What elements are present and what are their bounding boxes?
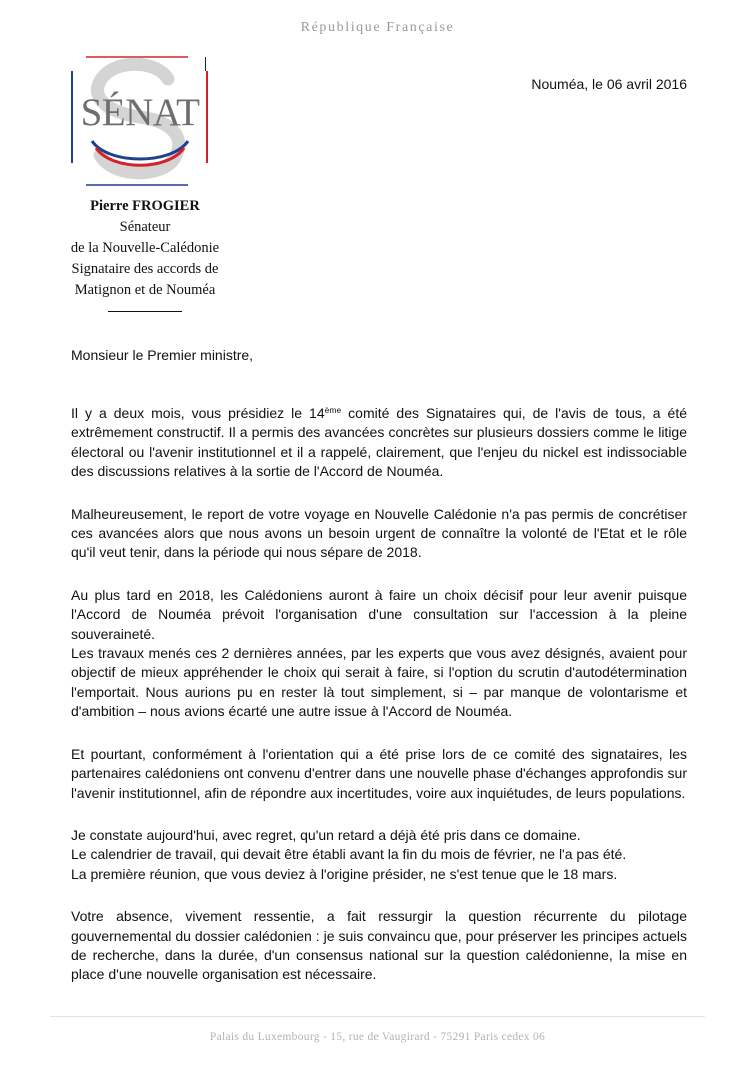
paragraph-5-line: Je constate aujourd'hui, avec regret, qu'un retard a déjà été pris dans ce domaine. (71, 826, 581, 843)
sender-line: Signataire des accords de (71, 261, 219, 277)
paragraph-1: Il y a deux mois, vous présidiez le 14ème comité des Signataires qui, de l'avis de tous, a été extrêmement constructif. Il a permis des avancées concrètes sur plusieurs dossiers comme le litige électoral ou l'avenir institutionnel et il a rappelé, clairement, que l'enjeu du nickel est indissociable des discussions relatives à la sortie de l'Accord de Nouméa. (71, 405, 687, 480)
paragraph-5-line: La première réunion, que vous deviez à l'origine présider, ne s'est tenue que le 18 mars. (71, 865, 618, 882)
paragraph-2: Malheureusement, le report de votre voyage en Nouvelle Calédonie n'a pas permis de concrétiser ces avancées alors que nous avons un besoin urgent de connaître la volonté de l'Etat et le rôle qu'il veut tenir, dans la période qui nous sépare de 2018. (71, 505, 687, 561)
date-line: Nouméa, le 06 avril 2016 (531, 76, 687, 92)
paragraph-3a: Au plus tard en 2018, les Calédoniens auront à faire un choix décisif pour leur avenir puisque l'Accord de Nouméa prévoit l'organisation d'une consultation sur l'accession à la pleine souveraineté. (71, 586, 687, 642)
sender-name: Pierre FROGIER (90, 198, 200, 214)
sender-line: Matignon et de Nouméa (74, 282, 216, 298)
paragraph-4: Et pourtant, conformément à l'orientation qui a été prise lors de ce comité des signataires, les partenaires calédoniens ont convenu d'entrer dans une nouvelle phase d'échanges approfondis sur l'avenir institutionnel, afin de répondre aux incertitudes, voire aux inquiétudes, de leurs populations. (71, 745, 687, 801)
senat-logo (70, 55, 210, 190)
paragraph-3b: Les travaux menés ces 2 dernières années, par les experts que vous avez désignés, avaient pour objectif de mieux appréhender le choix qui serait à faire, si l'option du scrutin d'autodétermination l'emportait. Nous aurions pu en rester là tout simplement, si – par manque de volontarisme et d'ambition – nous avions écarté une autre issue à l'Accord de Nouméa. (71, 645, 687, 720)
sender-line: de la Nouvelle-Calédonie (70, 240, 220, 256)
paragraph-5 (71, 826, 687, 884)
paragraph-5-line: Le calendrier de travail, qui devait être établi avant la fin du mois de février, ne l'a pas été. (71, 846, 627, 863)
senat-logo-graphic (70, 55, 210, 190)
header-republique: République Française (300, 20, 455, 35)
paragraph-3 (71, 586, 687, 722)
sender-line: Sénateur (119, 219, 171, 235)
sender-rule (108, 305, 182, 312)
superscript: ème (324, 405, 342, 415)
senat-logo-text: SÉNAT (80, 91, 200, 134)
footer-address: Palais du Luxembourg - 15, rue de Vaugirard - 75291 Paris cedex 06 (209, 1031, 546, 1043)
paragraph-6: Votre absence, vivement ressentie, a fait ressurgir la question récurrente du pilotage gouvernemental du dossier calédonien : je suis convaincu que, pour préserver les principes actuels de recherche, dans la durée, d'un consensus national sur la question calédonienne, la mise en place d'une nouvelle organisation est nécessaire. (71, 908, 687, 983)
text-cursor (205, 57, 206, 71)
salutation: Monsieur le Premier ministre, (71, 347, 254, 363)
letter-body (71, 404, 687, 1008)
sender-block (60, 196, 230, 312)
footer-divider (50, 1016, 705, 1017)
